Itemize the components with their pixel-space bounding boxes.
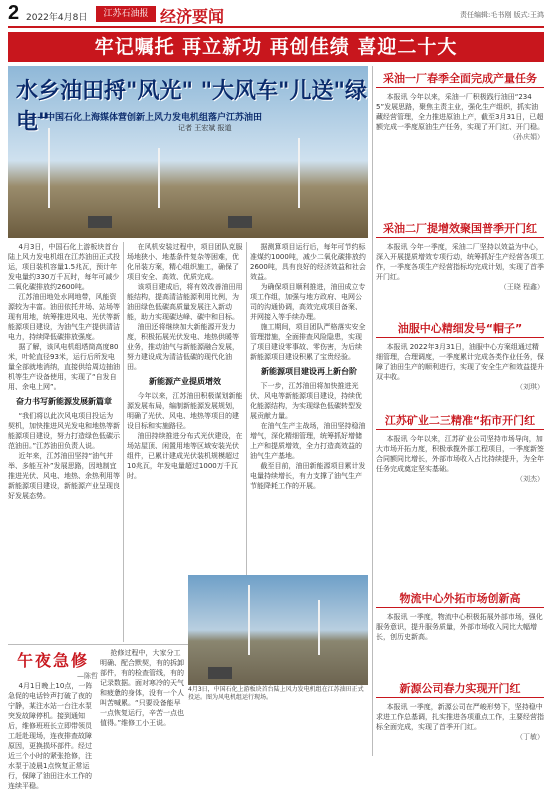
paper-logo: 江苏石油报 <box>96 6 156 22</box>
brief-author: （王晓 程鑫） <box>499 283 544 291</box>
brief-author: （丁敏） <box>516 733 544 741</box>
subhead: 新能源产业提质增效 <box>149 377 221 386</box>
brief-author: （刘琪） <box>516 383 544 391</box>
brief-title-6: 新源公司春力实现开门红 <box>376 680 544 698</box>
paragraph: 本报讯 今年一季度，采油二厂坚持以效益为中心，深入开展提质增效专项行动，统筹抓好生产经营各项工作，一季度各项生产经营指标均完成计划，实现了首季开门红。 <box>376 243 544 281</box>
turbine-illustration <box>48 128 50 208</box>
pumpjack-illustration <box>208 667 232 679</box>
brief-body-2 <box>376 242 544 314</box>
column-divider <box>123 242 124 642</box>
turbine-illustration <box>318 600 320 655</box>
lead-byline: 记者 王宏斌 报道 <box>178 124 232 132</box>
brief-body-1 <box>376 92 544 212</box>
turbine-photo <box>188 575 368 685</box>
paragraph: 4月3日，中国石化上游板块首台陆上风力发电机组在江苏油田正式投运，项目装机容量1.5兆瓦，预计年发电量约330万千瓦时，每年可减少二氧化碳排放约2600吨。 <box>8 243 120 291</box>
brief-title-5: 物流中心外拓市场创新高 <box>376 590 544 608</box>
feature-title: 午夜急修 <box>16 651 89 670</box>
editor-credit: 责任编辑:毛书刚 版式:王鸿 <box>460 11 544 19</box>
page-number: 2 <box>8 2 20 24</box>
feature-column-2 <box>100 648 184 758</box>
masthead <box>8 2 544 28</box>
brief-title-2: 采油二厂提增效聚国普季开门红 <box>376 220 544 238</box>
brief-body-3 <box>376 342 544 406</box>
paragraph: 在油气生产主战场，油田坚持稳油增气，深化精细管理，统筹抓好增储上产和提质增效，全力打造高效益的油气生产基地。 <box>250 422 366 460</box>
brief-author: （刘杰） <box>516 475 544 483</box>
paragraph: 抢修过程中，大家分工明确、配合默契，有的拆卸部件，有的检查管线，有的记录数据。面对寒冷的天气和疲惫的身体，没有一个人叫苦喊累。“只要设备能早一点恢复运行，辛苦一点也值得。”维修工小王说。 <box>100 649 184 727</box>
caption-text: 4月3日，中国石化上游板块首台陆上风力发电机组在江苏油田正式投运。图为风电机组运行现场。 <box>188 686 364 701</box>
paragraph: 为确保项目顺利推进，油田成立专项工作组，加强与地方政府、电网公司的沟通协调，高效完成项目备案、并网接入等手续办理。 <box>250 283 366 321</box>
paragraph: 本报讯 一季度，物流中心积极拓展外部市场，强化服务意识，提升服务质量，外部市场收入同比大幅增长，创历史新高。 <box>376 613 543 641</box>
paragraph: 该项目建成后，将有效改善油田用能结构，提高清洁能源利用比例，为油田绿色低碳高质量发展注入新动能，助力实现碳达峰、碳中和目标。 <box>127 283 243 321</box>
slogan-banner: 牢记嘱托 再立新功 再创佳绩 喜迎二十大 <box>8 32 544 62</box>
brief-title-1: 采油一厂春季全面完成产量任务 <box>376 70 544 88</box>
brief-body-4 <box>376 434 544 584</box>
paragraph: 油田持续推进分布式光伏建设，在场站屋顶、闲置用地等区域安装光伏组件，已累计建成光伏装机规模超过10兆瓦，年发电量超过1000万千瓦时。 <box>127 432 243 480</box>
lead-headline: 水乡油田捋"风光" "大风车"儿送"绿电" <box>16 78 367 135</box>
paragraph: 本报讯 今年以来，采油一厂积极践行油田“2345”发展思路，聚焦主责主业，强化生产组织，抓实油藏经营管理，全力推进原油上产，截至3月31日，已超额完成一季度原油生产任务，实现了开门红、开门稳。 <box>376 93 544 131</box>
brief-author: （孙庆娟） <box>509 133 544 141</box>
paragraph: “我们将以此次风电项目投运为契机，加快推进风光发电和地热等新能源项目建设，努力打造绿色低碳示范油田。”江苏油田负责人说。 <box>8 412 120 450</box>
turbine-illustration <box>298 138 300 208</box>
paragraph: 近年来，江苏油田坚持“油气并举、多能互补”发展思路，因地制宜推进光伏、风电、地热、余热利用等新能源项目建设，新能源产业呈现良好发展态势。 <box>8 452 120 500</box>
paragraph: 本报讯 2022年3月31日，油服中心方案组通过精细管理，合理调度，一季度累计完成各类作业任务，保障了油田生产的顺利进行，实现了安全生产和效益提升双丰收。 <box>376 343 544 381</box>
subhead: 奋力书写新能源发展新篇章 <box>16 397 112 406</box>
paragraph: 今年以来，江苏油田积极谋划新能源发展布局，编制新能源发展规划，明确了光伏、风电、地热等项目的建设目标和实施路径。 <box>127 392 243 430</box>
turbine-illustration <box>248 585 250 655</box>
paragraph: 江苏油田地处水网地带，风能资源较为丰富。油田依托井场、站场等现有用地，统筹推进风电、光伏等新能源项目建设，为油气生产提供清洁电力，持续降低碳排放强度。 <box>8 293 120 341</box>
feature-author: —陈哲 <box>77 672 98 680</box>
lead-subheadline: ——中国石化上海媒体营创新上风力发电机组落户江苏油田 <box>28 113 263 123</box>
paragraph: 据了解，该风电机组塔筒高度80米，叶轮直径93米，运行后所发电量全部就地消纳，直接供给周边抽油机等生产设备使用，实现了“自发自用、余电上网”。 <box>8 343 120 391</box>
article-column-1 <box>8 242 120 642</box>
photo-caption <box>188 686 368 702</box>
paragraph: 施工期间，项目团队严格落实安全管理措施，全面排查风险隐患，实现了项目建设零事故、零伤害，为后续新能源项目建设积累了宝贵经验。 <box>250 323 366 361</box>
brief-title-4: 江苏矿业二三精准“拓市开门红 <box>376 412 544 430</box>
turbine-illustration <box>158 148 160 208</box>
paragraph: 截至目前，油田新能源项目累计发电量持续增长，有力支撑了油气生产节能降耗工作的开展。 <box>250 462 366 490</box>
paragraph: 本报讯 今年以来，江苏矿业公司坚持市场导向，加大市场开拓力度，积极承揽外部工程项目，一季度新签合同额同比增长，外部市场收入占比持续提升，为全年任务完成奠定坚实基础。 <box>376 435 544 473</box>
issue-date: 2022年4月8日 <box>26 13 88 23</box>
sidebar-divider <box>372 66 373 756</box>
paragraph: 本报讯 一季度，新源公司在严峻形势下，坚持稳中求进工作总基调，扎实推进各项重点工作，主要经营指标全面完成，实现了首季开门红。 <box>376 703 544 731</box>
paragraph: 在风机安装过程中，项目团队克服场地狭小、地基条件复杂等困难，优化吊装方案，精心组织施工，确保了项目安全、高效、优质完成。 <box>127 243 243 281</box>
lead-story-header <box>8 66 368 238</box>
paragraph: 据测算项目运行后，每年可节约标准煤约1000吨，减少二氧化碳排放约2600吨，具有良好的经济效益和社会效益。 <box>250 243 366 281</box>
section-title: 经济要闻 <box>160 7 225 26</box>
feature-column-1 <box>8 648 98 790</box>
subhead: 新能源项目建设再上新台阶 <box>261 367 357 376</box>
paragraph: 下一步，江苏油田将加快推进光伏、风电等新能源项目建设，持续优化能源结构，为实现绿色低碳转型发展贡献力量。 <box>250 382 362 420</box>
pumpjack-illustration <box>88 216 112 228</box>
brief-body-6 <box>376 702 544 758</box>
paragraph: 4月1日晚上10点，一阵急促的电话铃声打破了夜的宁静，某注水站一台注水泵突发故障停机。接到通知后，维修班班长立即带领员工赶赴现场，连夜排查故障原因，更换损坏部件。经过近三个小时的紧张抢修，注水泵于凌晨1点恢复正常运行，保障了油田注水工作的连续平稳。 <box>8 682 93 790</box>
brief-title-3: 油服中心精细发号“帽子” <box>376 320 544 338</box>
pumpjack-illustration <box>228 216 252 228</box>
brief-body-5 <box>376 612 544 674</box>
paragraph: 油田还将继续加大新能源开发力度，积极拓展光伏发电、地热供暖等业务，推动油气与新能源融合发展，努力建设成为清洁低碳的现代化油田。 <box>127 323 239 371</box>
